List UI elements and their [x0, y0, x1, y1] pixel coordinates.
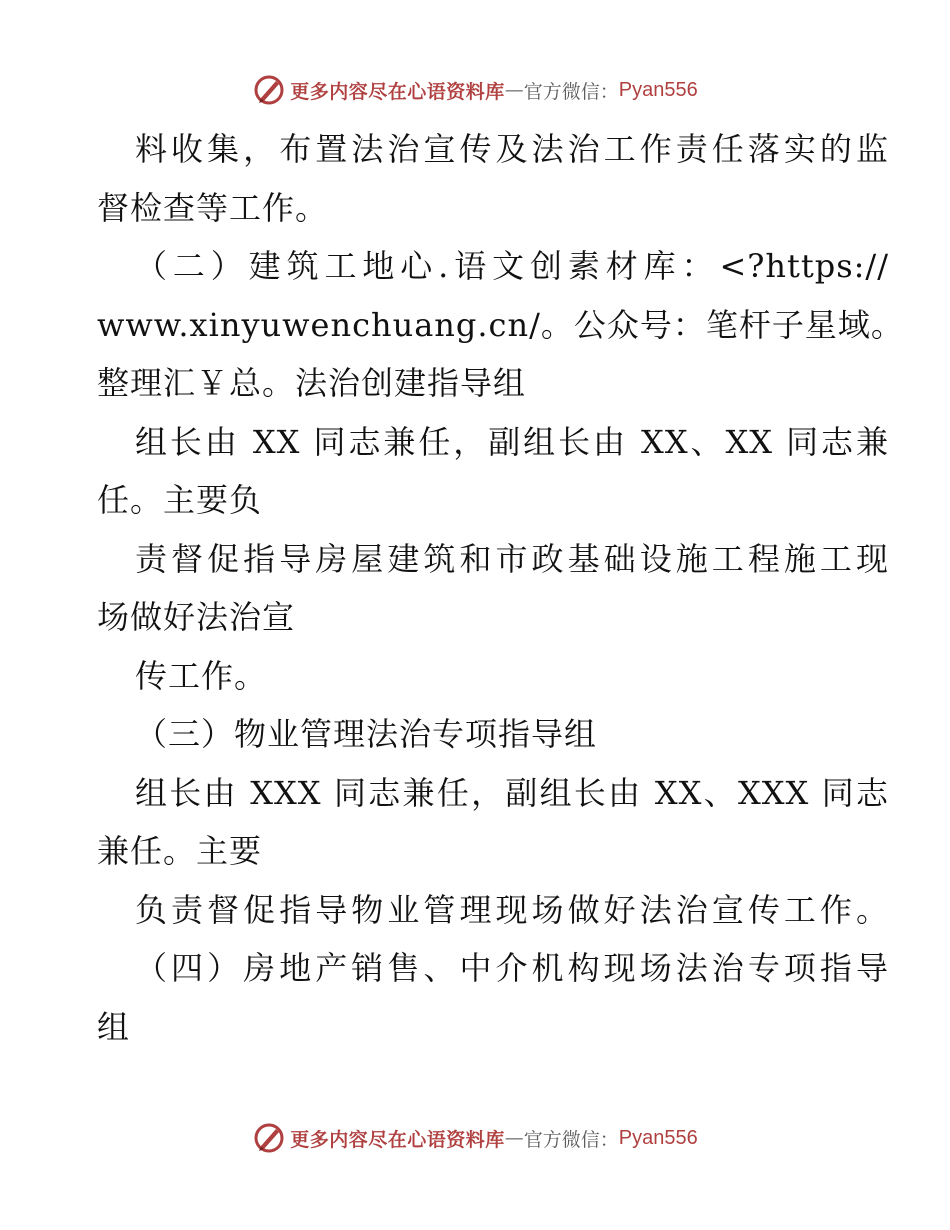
footer-watermark-banner [0, 1118, 950, 1158]
body-line-16: 组 [97, 1007, 131, 1046]
header-watermark-banner [0, 70, 950, 110]
pen-logo-icon [252, 73, 286, 107]
header-wechat-id: Pyan556 [618, 78, 698, 101]
body-line-11: （三）物业管理法治专项指导组 [135, 715, 598, 753]
header-wechat-label: 官方微信： [523, 80, 619, 103]
header-separator: — [504, 79, 524, 101]
body-line-9: 场做好法治宣 [97, 598, 296, 636]
footer-wechat-id: Pyan556 [618, 1126, 698, 1149]
body-line-12: 组长由 XXX 同志兼任，副组长由 XX、XXX 同志 [135, 773, 889, 812]
document-body [97, 120, 904, 1056]
body-line-8: 责督促指导房屋建筑和市政基础设施工程施工现 [135, 539, 889, 578]
body-line-6: 组长由 XX 同志兼任，副组长由 XX、XX 同志兼 [135, 422, 889, 461]
body-line-1: 料收集，布置法治宣传及法治工作责任落实的监 [135, 130, 889, 168]
body-line-2: 督检查等工作。 [97, 188, 329, 227]
footer-separator: — [504, 1127, 524, 1149]
footer-wechat-label: 官方微信： [523, 1128, 619, 1151]
body-line-4: www.xinyuwenchuang.cn/。公众号：笔杆子星域。 [97, 305, 904, 344]
body-line-15: （四）房地产销售、中介机构现场法治专项指导 [135, 949, 889, 987]
body-line-10: 传工作。 [135, 656, 268, 695]
pen-logo-icon [252, 1121, 286, 1155]
body-line-5: 整理汇￥总。法治创建指导组 [97, 364, 527, 402]
body-line-13: 兼任。主要 [97, 832, 263, 870]
header-brand-text: 更多内容尽在心语资料库 [290, 80, 505, 103]
body-line-3: （二）建筑工地心.语文创素材库：<?https:// [135, 247, 889, 285]
body-line-14: 负责督促指导物业管理现场做好法治宣传工作。 [135, 890, 889, 929]
footer-brand-text: 更多内容尽在心语资料库 [290, 1128, 505, 1151]
body-line-7: 任。主要负 [97, 481, 263, 519]
